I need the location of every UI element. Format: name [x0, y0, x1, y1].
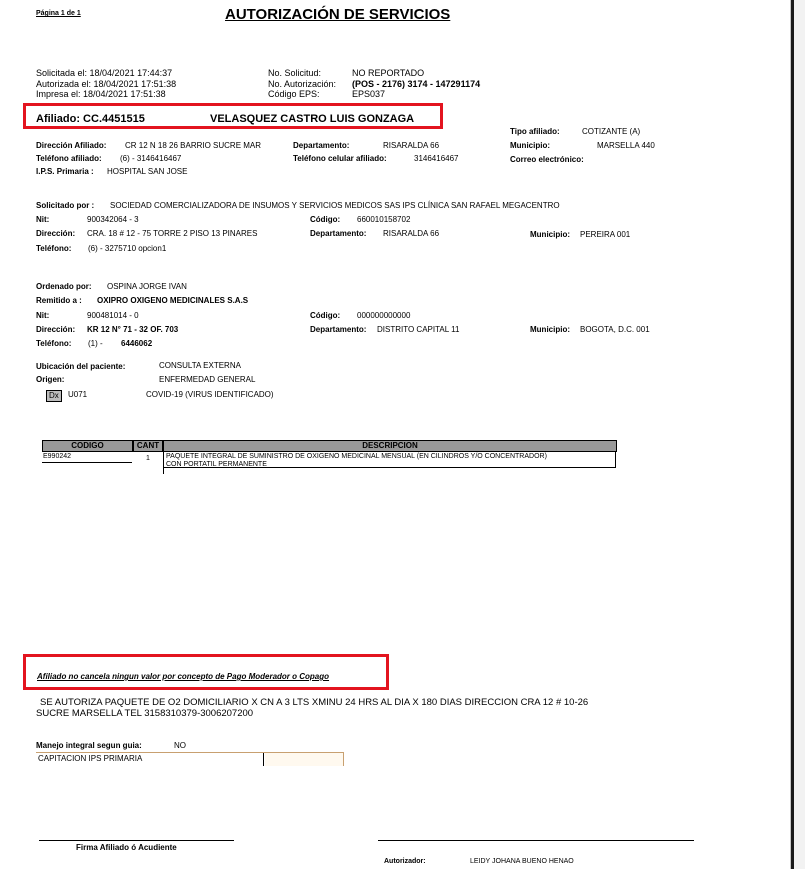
- solicitado-value: SOCIEDAD COMERCIALIZADORA DE INSUMOS Y SERVICIOS MEDICOS SAS IPS CLÍNICA SAN RAFAEL MEGACENTRO: [110, 201, 560, 210]
- remitido-telefono-prefix: (1) -: [88, 339, 103, 348]
- no-autorizacion-label: No. Autorización:: [268, 79, 337, 89]
- remitido-telefono-value: 6446062: [121, 339, 153, 348]
- ips-primaria-value: HOSPITAL SAN JOSE: [107, 167, 188, 176]
- afiliado-id: Afiliado: CC.4451515: [36, 113, 145, 125]
- celular-afiliado-label: Teléfono celular afiliado:: [293, 154, 387, 163]
- ubicacion-label: Ubicación del paciente:: [36, 362, 126, 371]
- solicitado-codigo-label: Código:: [310, 215, 341, 224]
- remitido-municipio-label: Municipio:: [530, 325, 570, 334]
- row-desc-line2: CON PORTATIL PERMANENTE: [166, 461, 267, 468]
- celular-afiliado-value: 3146416467: [414, 154, 459, 163]
- remitido-codigo-label: Código:: [310, 311, 341, 320]
- manejo-value: NO: [174, 741, 186, 750]
- observacion-line1: SE AUTORIZA PAQUETE DE O2 DOMICILIARIO X CN A 3 LTS XMINU 24 HRS AL DIA X 180 DIAS DIRECCION CRA 12 # 10-26: [40, 697, 589, 708]
- municipio-afiliado-label: Municipio:: [510, 141, 550, 150]
- solicitado-telefono-label: Teléfono:: [36, 244, 72, 253]
- direccion-afiliado-value: CR 12 N 18 26 BARRIO SUCRE MAR: [125, 141, 262, 150]
- solicitado-departamento-value: RISARALDA 66: [383, 229, 440, 238]
- remitido-telefono-label: Teléfono:: [36, 339, 72, 348]
- row-desc-divider: [163, 452, 164, 474]
- manejo-label: Manejo integral segun guia:: [36, 741, 142, 750]
- solicitado-direccion-label: Dirección:: [36, 229, 76, 238]
- tipo-afiliado-label: Tipo afiliado:: [510, 127, 560, 136]
- no-solicitud-label: No. Solicitud:: [268, 68, 322, 78]
- table-header-codigo: CODIGO: [42, 440, 133, 452]
- remitido-direccion-value: KR 12 N° 71 - 32 OF. 703: [87, 325, 179, 334]
- solicitado-municipio-label: Municipio:: [530, 230, 570, 239]
- remitido-municipio-value: BOGOTA, D.C. 001: [580, 325, 650, 334]
- remitido-nit-value: 900481014 - 0: [87, 311, 139, 320]
- autorizador-label: Autorizador:: [384, 858, 426, 865]
- highlight-afiliado: [23, 103, 443, 129]
- tipo-afiliado-value: COTIZANTE (A): [582, 127, 641, 136]
- row-codigo: E990242: [43, 453, 72, 460]
- dx-badge: Dx: [46, 390, 62, 402]
- date-autorizada: Autorizada el: 18/04/2021 17:51:38: [36, 79, 177, 89]
- row-right-border: [615, 452, 616, 468]
- ubicacion-value: CONSULTA EXTERNA: [159, 361, 241, 370]
- observacion-line2: SUCRE MARSELLA TEL 3158310379-3006207200: [36, 708, 254, 719]
- remitido-direccion-label: Dirección:: [36, 325, 76, 334]
- origen-value: ENFERMEDAD GENERAL: [159, 375, 256, 384]
- table-header-descripcion: DESCRIPCION: [163, 440, 617, 452]
- row-desc-line1: PAQUETE INTEGRAL DE SUMINISTRO DE OXIGENO MEDICINAL MENSUAL (EN CILINDROS Y/O CONCENTRADOR): [166, 453, 547, 460]
- ordenado-value: OSPINA JORGE IVAN: [107, 282, 187, 291]
- document-title: AUTORIZACIÓN DE SERVICIOS: [225, 6, 451, 23]
- date-solicitada: Solicitada el: 18/04/2021 17:44:37: [36, 68, 173, 78]
- autorizador-value: LEIDY JOHANA BUENO HENAO: [470, 858, 574, 865]
- viewer-scroll-edge: [790, 0, 805, 869]
- dx-code: U071: [68, 390, 88, 399]
- departamento-afiliado-value: RISARALDA 66: [383, 141, 440, 150]
- capitacion-box: [265, 753, 343, 766]
- telefono-afiliado-value: (6) - 3146416467: [120, 154, 182, 163]
- solicitado-codigo-value: 660010158702: [357, 215, 411, 224]
- firma-autorizador-line: [378, 840, 694, 841]
- codigo-eps-value: EPS037: [352, 89, 386, 99]
- highlight-copago: [23, 654, 389, 690]
- capitacion-box-left: [263, 753, 264, 766]
- remitido-codigo-value: 000000000000: [357, 311, 411, 320]
- viewer-edge-line: [791, 0, 794, 869]
- correo-label: Correo electrónico:: [510, 155, 584, 164]
- date-impresa: Impresa el: 18/04/2021 17:51:38: [36, 89, 166, 99]
- codigo-eps-label: Código EPS:: [268, 89, 320, 99]
- solicitado-municipio-value: PEREIRA 001: [580, 230, 631, 239]
- solicitado-nit-value: 900342064 - 3: [87, 215, 139, 224]
- solicitado-direccion-value: CRA. 18 # 12 - 75 TORRE 2 PISO 13 PINARES: [87, 229, 258, 238]
- origen-label: Origen:: [36, 375, 65, 384]
- page-label: Página 1 de 1: [36, 10, 81, 17]
- ordenado-label: Ordenado por:: [36, 282, 92, 291]
- nota-copago: Afiliado no cancela ningun valor por concepto de Pago Moderador o Copago: [37, 672, 330, 681]
- capitacion-box-right: [343, 753, 344, 766]
- table-header-cant: CANT: [133, 440, 163, 452]
- solicitado-departamento-label: Departamento:: [310, 229, 367, 238]
- remitido-departamento-label: Departamento:: [310, 325, 367, 334]
- direccion-afiliado-label: Dirección Afiliado:: [36, 141, 107, 150]
- afiliado-name: VELASQUEZ CASTRO LUIS GONZAGA: [210, 113, 415, 125]
- no-autorizacion-value: (POS - 2176) 3174 - 147291174: [352, 79, 481, 89]
- telefono-afiliado-label: Teléfono afiliado:: [36, 154, 102, 163]
- remitido-label: Remitido a :: [36, 296, 82, 305]
- remitido-departamento-value: DISTRITO CAPITAL 11: [377, 325, 460, 334]
- municipio-afiliado-value: MARSELLA 440: [597, 141, 655, 150]
- row-codigo-underline: [42, 462, 132, 463]
- firma-afiliado-label: Firma Afiliado ó Acudiente: [76, 843, 177, 852]
- solicitado-label: Solicitado por :: [36, 201, 95, 210]
- ips-primaria-label: I.P.S. Primaria :: [36, 167, 94, 176]
- no-solicitud-value: NO REPORTADO: [352, 68, 425, 78]
- firma-afiliado-line: [39, 840, 234, 841]
- solicitado-telefono-value: (6) - 3275710 opcion1: [88, 244, 167, 253]
- solicitado-nit-label: Nit:: [36, 215, 50, 224]
- dx-description: COVID-19 (VIRUS IDENTIFICADO): [146, 390, 274, 399]
- row-cant: 1: [146, 455, 150, 462]
- remitido-value: OXIPRO OXIGENO MEDICINALES S.A.S: [97, 296, 249, 305]
- capitacion-text: CAPITACION IPS PRIMARIA: [38, 754, 143, 763]
- remitido-nit-label: Nit:: [36, 311, 50, 320]
- departamento-afiliado-label: Departamento:: [293, 141, 350, 150]
